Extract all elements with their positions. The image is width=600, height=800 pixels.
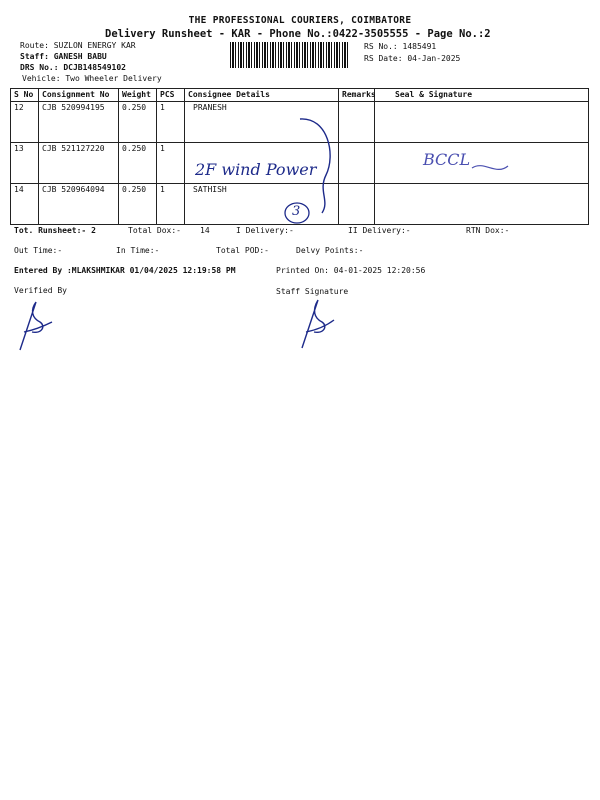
handwritten-note: 2F wind Power (195, 160, 317, 179)
cell-weight: 0.250 (119, 143, 157, 184)
cell-consignment: CJB 520994195 (39, 102, 119, 143)
header-weight: Weight (119, 89, 157, 102)
verifier-signature (14, 296, 64, 356)
in-time: In Time:- (116, 246, 160, 255)
cell-pcs: 1 (157, 102, 185, 143)
cell-sno: 13 (11, 143, 39, 184)
cell-pcs: 1 (157, 143, 185, 184)
seal-flourish (470, 158, 510, 178)
seal-initials: BCCL (423, 150, 471, 169)
cell-weight: 0.250 (119, 184, 157, 225)
barcode-image (230, 42, 350, 68)
cell-weight: 0.250 (119, 102, 157, 143)
total-dox-value: 14 (200, 226, 210, 235)
total-dox-label: Total Dox:- (128, 226, 181, 235)
header-seal-signature: Seal & Signature (375, 89, 589, 102)
verified-by-label: Verified By (14, 286, 67, 295)
cell-consignment: CJB 521127220 (39, 143, 119, 184)
document-title: Delivery Runsheet - KAR - Phone No.:0422-3505555 - Page No.:2 (105, 28, 491, 40)
header-consignee-details: Consignee Details (185, 89, 339, 102)
cell-consignment: CJB 520964094 (39, 184, 119, 225)
header-remarks: Remarks (339, 89, 375, 102)
header-sno: S No (11, 89, 39, 102)
vehicle-label: Vehicle: Two Wheeler Delivery (22, 74, 162, 83)
header-pcs: PCS (157, 89, 185, 102)
cell-consignee: PRANESH (185, 102, 339, 143)
drs-number: DRS No.: DCJB148549102 (20, 63, 126, 72)
staff-label: Staff: GANESH BABU (20, 52, 107, 61)
cell-sno: 14 (11, 184, 39, 225)
header-consignment-no: Consignment No (39, 89, 119, 102)
total-runsheet: Tot. Runsheet:- 2 (14, 226, 96, 235)
route-label: Route: SUZLON ENERGY KAR (20, 41, 136, 50)
cell-consignee: SATHISH (185, 184, 339, 225)
out-time: Out Time:- (14, 246, 63, 255)
delivery-points: Delvy Points:- (296, 246, 364, 255)
cell-seal (375, 184, 589, 225)
cell-seal (375, 102, 589, 143)
ii-delivery: II Delivery:- (348, 226, 411, 235)
company-name: THE PROFESSIONAL COURIERS, COIMBATORE (188, 15, 412, 26)
staff-signature (296, 296, 346, 356)
printed-on: Printed On: 04-01-2025 12:20:56 (276, 266, 426, 275)
rs-date: RS Date: 04-Jan-2025 (364, 54, 461, 63)
staff-signature-label: Staff Signature (276, 287, 349, 296)
entered-by: Entered By :MLAKSHMIKAR 01/04/2025 12:19:58 PM (14, 266, 236, 275)
cell-pcs: 1 (157, 184, 185, 225)
rtn-dox: RTN Dox:- (466, 226, 510, 235)
total-pod: Total POD:- (216, 246, 269, 255)
i-delivery: I Delivery:- (236, 226, 294, 235)
table-header-row (11, 89, 589, 102)
cell-sno: 12 (11, 102, 39, 143)
circled-number: 3 (292, 204, 301, 219)
rs-number: RS No.: 1485491 (364, 42, 437, 51)
